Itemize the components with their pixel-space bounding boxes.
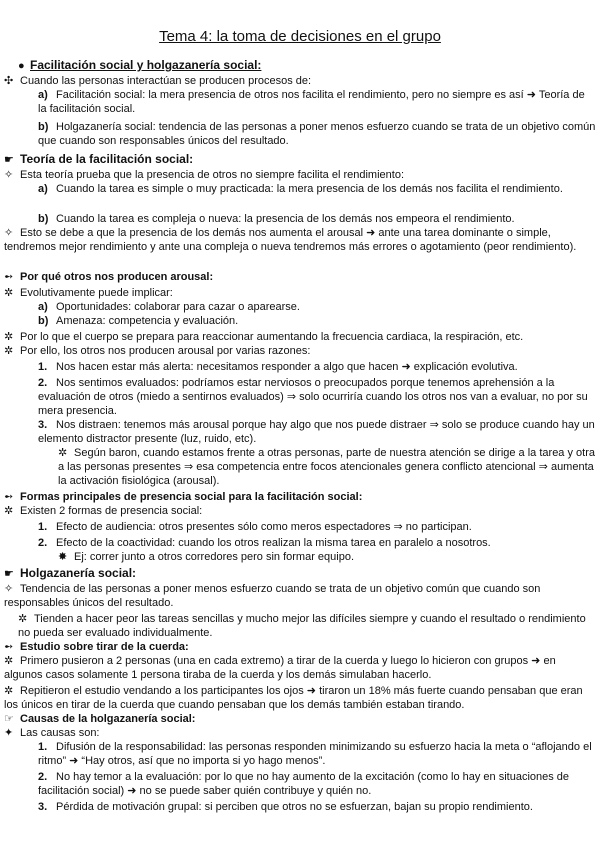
line-text: Esto se debe a que la presencia de los demás nos aumenta el arousal ➜ ante una tarea dominante o simple, tendremos mejor rendimiento y ante una compleja o nueva tendremos más errores o agotamiento (peor rendimiento). (4, 227, 577, 253)
text-line (4, 74, 596, 88)
line-text: Por lo que el cuerpo se prepara para reaccionar aumentando la frecuencia cardiaca, la respiración, etc. (20, 331, 524, 343)
line-text: Amenaza: competencia y evaluación. (56, 315, 239, 327)
line-text: Primero pusieron a 2 personas (una en cada extremo) a tirar de la cuerda y luego lo hicieron con grupos ➜ en algunos casos solamente 1 persona tiraba de la cuerda y los demás simulaban hacerlo. (4, 655, 556, 681)
bullet-marker: ➻ (4, 491, 14, 503)
bullet-marker: b) (38, 315, 49, 327)
line-text: Según baron, cuando estamos frente a otras personas, parte de nuestra atención se dirige a la tarea y otra a las personas presentes ⇒ esa competencia entre focos atencionales genera conflicto atencional ⇒ aumenta la activación fisiológica (arousal). (58, 447, 595, 487)
text-line (38, 88, 596, 116)
text-line (18, 58, 596, 73)
bullet-marker: ✧ (4, 583, 14, 595)
bullet-marker: ✲ (4, 685, 14, 697)
text-line (38, 800, 596, 814)
text-line (4, 330, 596, 344)
line-text: Por ello, los otros nos producen arousal por varias razones: (20, 345, 311, 357)
bullet-marker: 2. (38, 537, 48, 549)
text-line (58, 550, 596, 564)
bullet-marker: ✧ (4, 169, 14, 181)
line-text: Existen 2 formas de presencia social: (20, 505, 203, 517)
text-line (4, 726, 596, 740)
text-line (38, 536, 596, 550)
bullet-marker: ● (18, 60, 25, 72)
line-text: Pérdida de motivación grupal: si perciben que otros no se esfuerzan, bajan su propio rendimiento. (56, 801, 533, 813)
bullet-marker: ✲ (4, 331, 14, 343)
bullet-marker: b) (38, 213, 49, 225)
line-text: Nos distraen: tenemos más arousal porque hay algo que nos puede distraer ⇒ solo se produce cuando hay un elemento distractor presente (luz, ruido, etc). (38, 419, 595, 445)
line-text: Efecto de la coactividad: cuando los otros realizan la misma tarea en paralelo a nosotros. (56, 537, 491, 549)
text-line (38, 300, 596, 314)
text-line (4, 270, 596, 284)
line-text: Cuando la tarea es simple o muy practicada: la mera presencia de los demás nos facilita el rendimiento. (56, 183, 563, 195)
line-text: Facilitación social y holgazanería social: (30, 58, 262, 72)
line-text: Holgazanería social: tendencia de las personas a poner menos esfuerzo cuando se trata de un objetivo común que cuando son responsables únicos del resultado. (38, 121, 596, 147)
bullet-marker: ✲ (4, 345, 14, 357)
bullet-marker: 2. (38, 377, 48, 389)
line-text: Por qué otros nos producen arousal: (20, 271, 214, 283)
text-line (4, 582, 596, 610)
text-line (4, 168, 596, 182)
bullet-marker: 3. (38, 801, 48, 813)
bullet-marker: 1. (38, 741, 48, 753)
text-line (38, 418, 596, 446)
text-line (38, 314, 596, 328)
line-text: Teoría de la facilitación social: (20, 152, 194, 166)
page-title: Tema 4: la toma de decisiones en el grupo (159, 28, 441, 45)
line-text: Evolutivamente puede implicar: (20, 287, 173, 299)
line-text: Efecto de audiencia: otros presentes sólo como meros espectadores ⇒ no participan. (56, 521, 472, 533)
line-text: Tienden a hacer peor las tareas sencillas y mucho mejor las difíciles siempre y cuando el resultado o rendimiento no pueda ser evaluado individualmente. (18, 613, 586, 639)
text-line (38, 182, 596, 196)
bullet-marker: ✲ (4, 655, 14, 667)
line-text: Facilitación social: la mera presencia de otros nos facilita el rendimiento, pero no siempre es así ➜ Teoría de la facilitación social. (38, 89, 585, 115)
text-line (4, 286, 596, 300)
text-line (4, 640, 596, 654)
bullet-marker: a) (38, 89, 48, 101)
bullet-marker: 3. (38, 419, 48, 431)
text-line (38, 740, 596, 768)
bullet-marker: 1. (38, 361, 48, 373)
text-line (4, 152, 596, 167)
line-text: No hay temor a la evaluación: por lo que no hay aumento de la excitación (como lo hay en situaciones de facilitación social) ➜ no se puede saber quién contribuye y quién no. (38, 771, 570, 797)
text-line (58, 446, 596, 488)
line-text: Cuando la tarea es compleja o nueva: la presencia de los demás nos empeora el rendimiento. (56, 213, 515, 225)
line-text: Ej: correr junto a otros corredores pero sin formar equipo. (74, 551, 355, 563)
line-text: Nos sentimos evaluados: podríamos estar nerviosos o preocupados porque tenemos aprehensión a la evaluación de otros (miedo a sentirnos evaluados) ⇒ solo ocurriría cuando los otros nos van a evaluar, no por su mera presencia. (38, 377, 588, 417)
text-line (4, 490, 596, 504)
line-text: Oportunidades: colaborar para cazar o aparearse. (56, 301, 300, 313)
text-line (4, 566, 596, 581)
line-text: Tendencia de las personas a poner menos esfuerzo cuando se trata de un objetivo común que cuando son responsables únicos del resultado. (4, 583, 541, 609)
line-text: Esta teoría prueba que la presencia de otros no siempre facilita el rendimiento: (20, 169, 404, 181)
bullet-marker: 2. (38, 771, 48, 783)
text-line (4, 712, 596, 726)
text-line (38, 120, 596, 148)
bullet-marker: a) (38, 183, 48, 195)
line-text: Holgazanería social: (20, 566, 137, 580)
bullet-marker: ✦ (4, 727, 14, 739)
bullet-marker: ➻ (4, 271, 14, 283)
line-text: Cuando las personas interactúan se producen procesos de: (20, 75, 312, 87)
text-line (4, 654, 596, 682)
bullet-marker: ✲ (18, 613, 28, 625)
text-line (18, 612, 596, 640)
bullet-marker: ✣ (4, 75, 14, 87)
line-text: Difusión de la responsabilidad: las personas responden minimizando su esfuerzo hacia la meta o “aflojando el ritmo” ➜ “Hay otros, así que no importa si yo hago menos”. (38, 741, 592, 767)
bullet-marker: 1. (38, 521, 48, 533)
line-text: Repitieron el estudio vendando a los participantes los ojos ➜ tiraron un 18% más fuerte cuando pensaban que eran los únicos en tirar de la cuerda que cuando pensaban que los demás también estaban tirando. (4, 685, 583, 711)
bullet-marker: ☞ (4, 713, 14, 725)
text-line (4, 226, 596, 254)
bullet-marker: ✲ (4, 287, 14, 299)
line-text: Las causas son: (20, 727, 100, 739)
text-line (38, 376, 596, 418)
text-line (4, 344, 596, 358)
text-line (38, 520, 596, 534)
line-text: Causas de la holgazanería social: (20, 713, 196, 725)
text-line (38, 770, 596, 798)
bullet-marker: ✸ (58, 551, 68, 563)
bullet-marker: ➻ (4, 641, 14, 653)
text-line (4, 504, 596, 518)
bullet-marker: ☛ (4, 568, 14, 580)
text-line (38, 212, 596, 226)
line-text: Estudio sobre tirar de la cuerda: (20, 641, 189, 653)
line-text: Formas principales de presencia social para la facilitación social: (20, 491, 363, 503)
text-line (38, 360, 596, 374)
bullet-marker: ✧ (4, 227, 14, 239)
bullet-marker: ✲ (58, 447, 68, 459)
line-text: Nos hacen estar más alerta: necesitamos responder a algo que hacen ➜ explicación evolutiva. (56, 361, 518, 373)
bullet-marker: ☛ (4, 154, 14, 166)
bullet-marker: a) (38, 301, 48, 313)
bullet-marker: ✲ (4, 505, 14, 517)
bullet-marker: b) (38, 121, 49, 133)
text-line (4, 684, 596, 712)
